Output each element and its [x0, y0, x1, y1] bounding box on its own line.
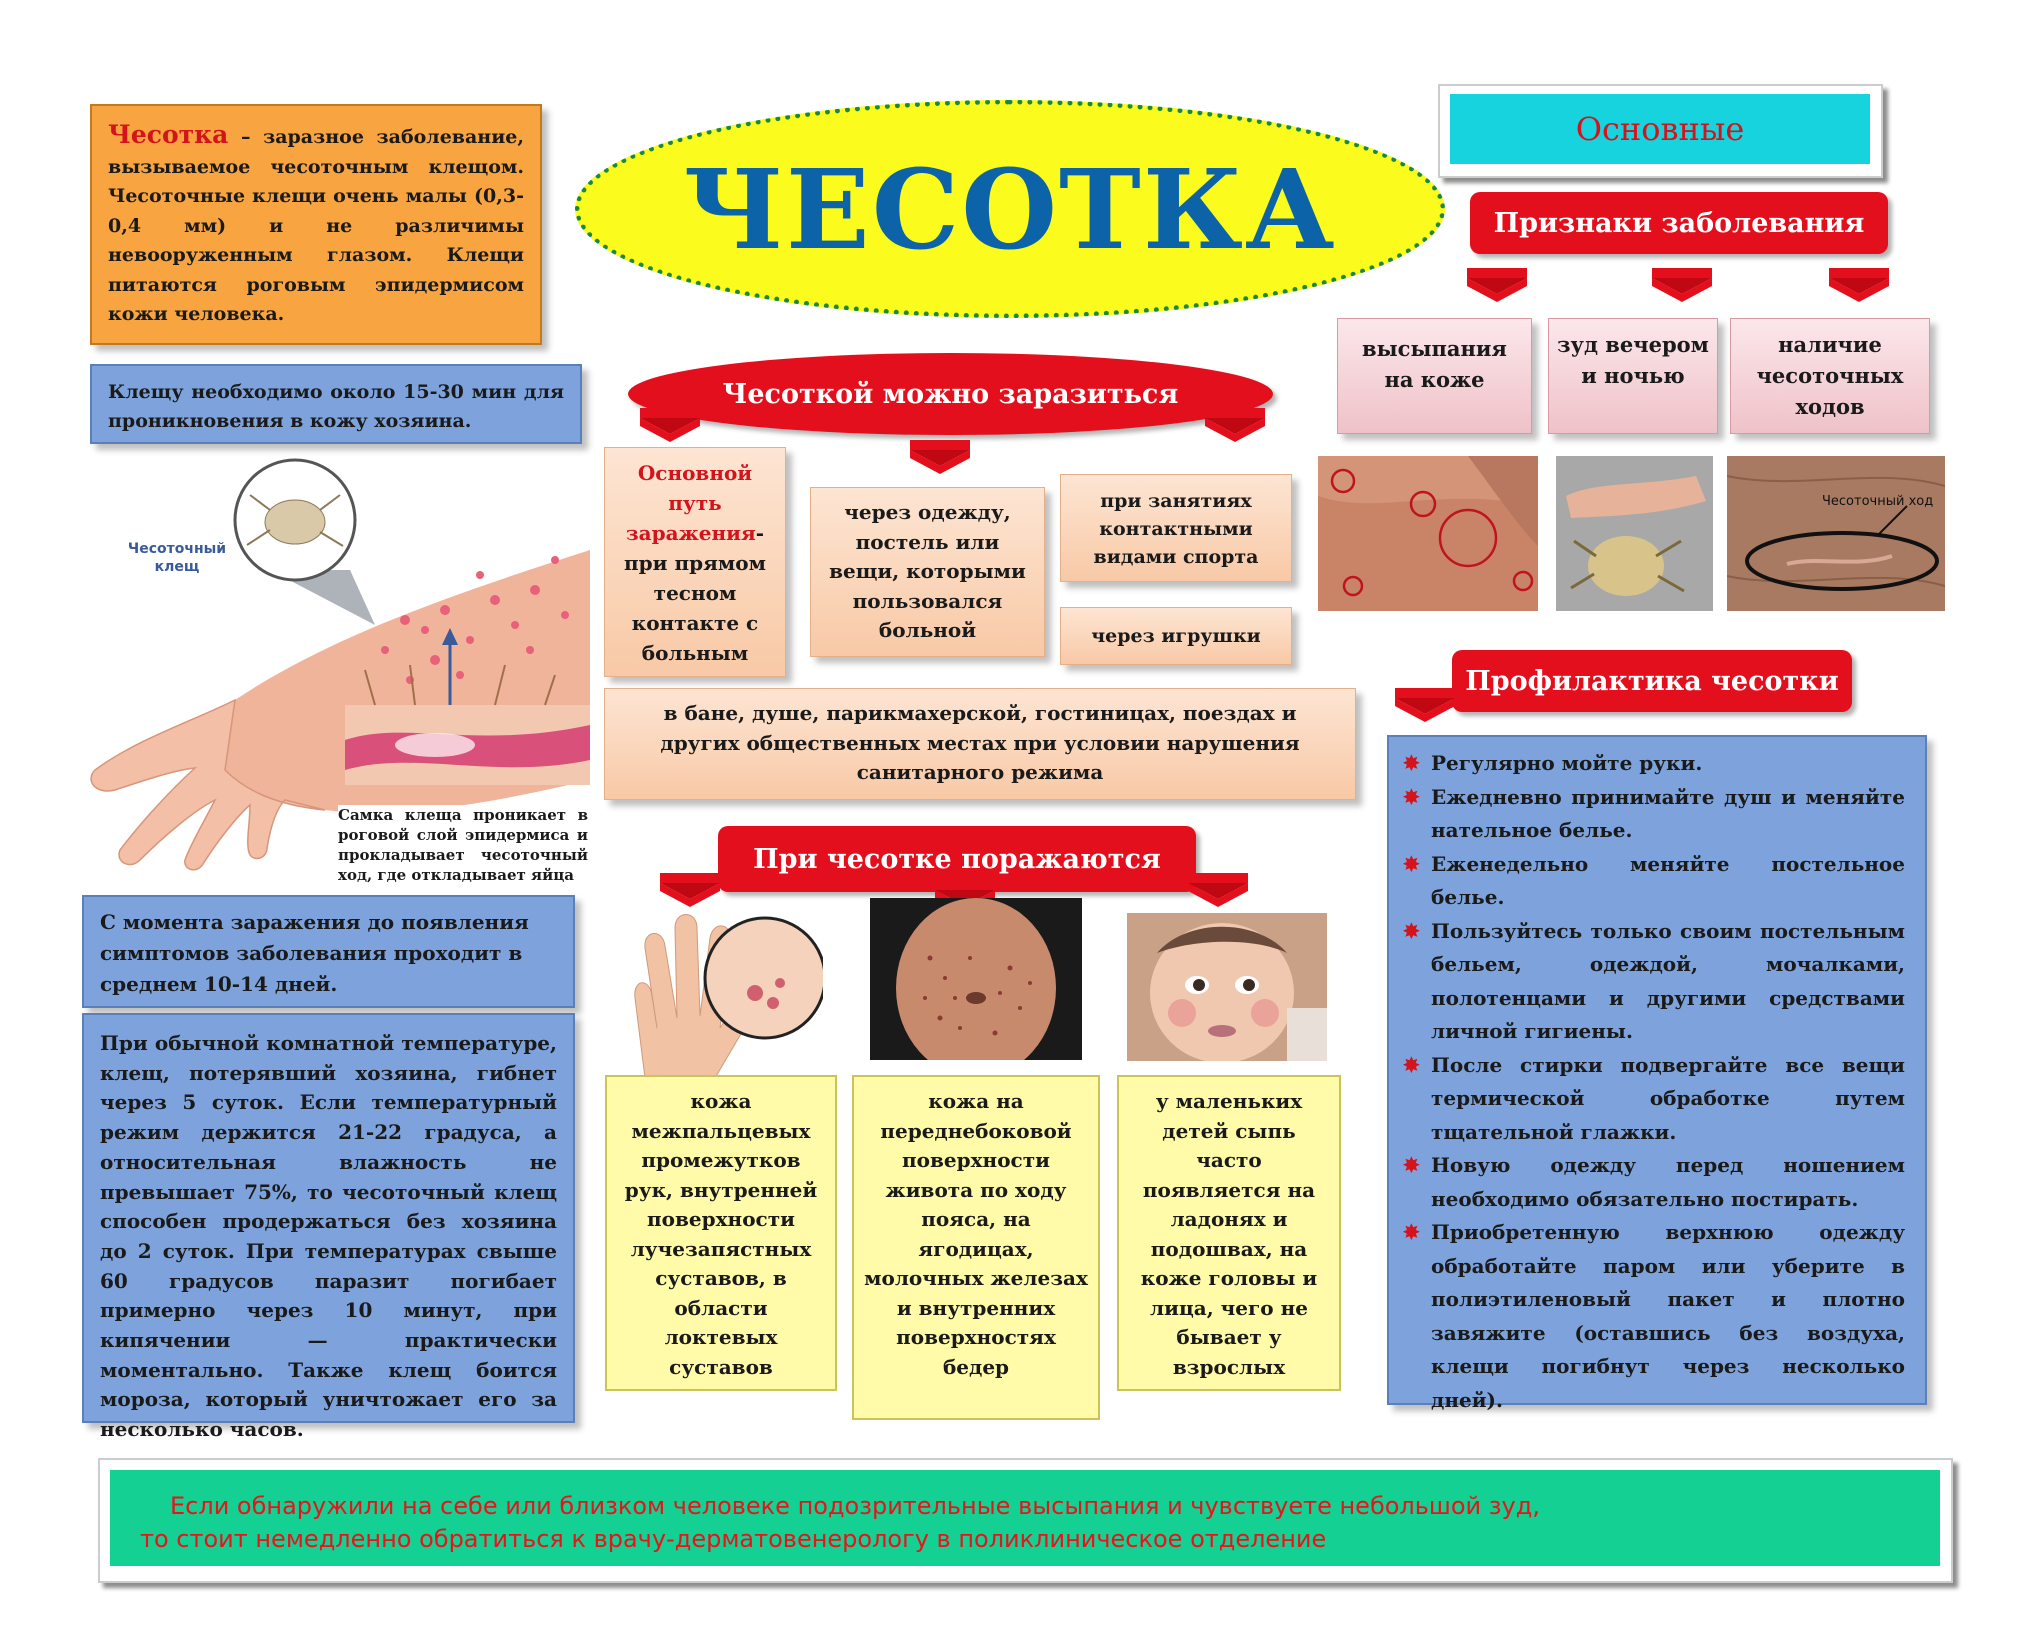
survival-box	[82, 1013, 575, 1442]
intro-text: – заразное заболевание, вызываемое чесоточным клещом. Чесоточные клещи очень малы (0,3-0,4 мм) и не различимы невооруженным глазом. Клещи питаются роговым эпидермисом кожи человека.	[108, 126, 524, 325]
survival-text: При обычной комнатной температуре, клещ, потерявший хозяина, гибнет через 5 суток. Если температурный режим держится 21-22 градуса, а относительная влажность не превышает 75%, то чесоточный клещ способен продержаться без хозяина до 2 суток. При температурах свыше 60 градусов паразит погибает примерно через 10 минут, при кипячении — практически моментально. Также клещ боится мороза, который уничтожает его за несколько часов.	[100, 1031, 557, 1442]
bullet-star-icon: ✸	[1403, 751, 1420, 775]
main-label-text: Основные	[1575, 110, 1745, 148]
intro-term: Чесотка	[108, 120, 229, 149]
chevron-down-icon	[660, 873, 720, 909]
baby-photo	[1127, 913, 1327, 1061]
bullet-star-icon: ✸	[1403, 1220, 1420, 1244]
prevention-item	[1403, 747, 1905, 781]
affected-children-box	[1117, 1075, 1341, 1391]
chevron-down-icon	[1395, 688, 1455, 724]
public-box	[604, 688, 1356, 800]
main-label-frame	[1438, 84, 1883, 178]
main-route-text: при прямом тесном контакте с больным	[624, 551, 766, 665]
chevron-down-icon	[1829, 268, 1889, 304]
prevention-item-text: Ежедневно принимайте душ и меняйте нательное белье.	[1431, 784, 1905, 842]
chevron-down-icon	[1205, 408, 1265, 444]
affected-belly-box	[852, 1075, 1100, 1420]
bullet-star-icon: ✸	[1403, 918, 1420, 943]
affected-hands-text: кожа межпальцевых промежутков рук, внутренней поверхности лучезапястных суставов, в области локтевых суставов	[624, 1089, 818, 1379]
prevention-banner-text: Профилактика чесотки	[1465, 665, 1839, 697]
mite-photo	[1556, 456, 1713, 611]
clothes-box	[810, 487, 1045, 657]
prevention-item-text: Новую одежду перед ношением необходимо обязательно постирать.	[1431, 1153, 1905, 1211]
prevention-item	[1403, 848, 1905, 915]
prevention-item-text: Регулярно мойте руки.	[1431, 751, 1703, 775]
infection-banner-text: Чесоткой можно заразиться	[722, 378, 1179, 410]
bullet-star-icon: ✸	[1403, 1153, 1420, 1177]
prevention-item-text: Еженедельно меняйте постельное белье.	[1431, 851, 1905, 909]
sport-box	[1060, 474, 1292, 582]
rash-hand-photo	[1318, 456, 1538, 611]
prevention-item-text: Пользуйтесь только своим постельным бельем, одеждой, мочалками, полотенцами и другими средствами личной гигиены.	[1431, 918, 1905, 1043]
infection-banner	[628, 353, 1273, 435]
prevention-item-text: После стирки подвергайте все вещи термической обработке путем тщательной глажки.	[1431, 1052, 1905, 1144]
prevention-box	[1387, 735, 1927, 1412]
sign-itch-text: зуд вечером и ночью	[1557, 332, 1709, 388]
prevention-item-text: Приобретенную верхнюю одежду обработайте паром или уберите в полиэтиленовый пакет и плотно завяжите (оставшись без воздуха, клещи погибнут через несколько дней).	[1431, 1220, 1905, 1412]
burrow-photo	[1727, 456, 1945, 611]
hand-caption: Самка клеща проникает в роговой слой эпидермиса и прокладывает чесоточный ход, где откладывает яйца	[338, 806, 588, 884]
toys-text: через игрушки	[1091, 625, 1261, 647]
sign-burrows-box	[1730, 318, 1930, 434]
prevention-item	[1403, 1216, 1905, 1417]
bullet-star-icon: ✸	[1403, 1052, 1420, 1077]
footer-frame	[98, 1458, 1953, 1583]
affected-belly-text: кожа на переднебоковой поверхности живота по ходу пояса, на ягодицах, молочных железах и внутренних поверхностях бедер	[864, 1089, 1088, 1379]
main-label-box	[1450, 94, 1870, 164]
incubation-text: С момента заражения до появления симптомов заболевания проходит в среднем 10-14 дней.	[100, 910, 529, 996]
main-route-title: Основной путь заражения	[625, 461, 756, 545]
chevron-down-icon	[1188, 873, 1248, 909]
prevention-item	[1403, 781, 1905, 848]
tick-time-text: Клещу необходимо около 15-30 мин для проникновения в кожу хозяина.	[108, 381, 564, 432]
belly-rash-photo	[870, 898, 1082, 1060]
sport-text: при занятиях контактными видами спорта	[1093, 490, 1259, 568]
prevention-item	[1403, 1049, 1905, 1150]
footer-line1: Если обнаружили на себе или близком человеке подозрительные высыпания и чувствуете небольшой зуд,	[170, 1492, 1540, 1520]
bullet-star-icon: ✸	[1403, 784, 1420, 809]
affected-children-text: у маленьких детей сыпь часто появляется на ладонях и подошвах, на коже головы и лица, чего не бывает у взрослых	[1140, 1089, 1318, 1379]
prevention-item	[1403, 1149, 1905, 1216]
hand-rash-photo	[605, 908, 823, 1078]
chevron-down-icon	[1652, 268, 1712, 304]
chevron-down-icon	[1467, 268, 1527, 304]
chevron-down-icon	[640, 408, 700, 444]
toys-box	[1060, 607, 1292, 665]
sign-itch-box	[1548, 318, 1718, 434]
incubation-box	[82, 895, 575, 1008]
chevron-down-icon	[910, 440, 970, 476]
mite-label: Чесоточный клещ	[127, 541, 227, 575]
affected-hands-box	[605, 1075, 837, 1391]
sign-burrows-text: наличие чесоточных ходов	[1756, 332, 1904, 419]
bullet-star-icon: ✸	[1403, 851, 1420, 876]
prevention-item	[1403, 915, 1905, 1049]
signs-banner	[1470, 192, 1888, 254]
footer-line2: то стоит немедленно обратиться к врачу-дерматовенерологу в поликлиническое отделение	[140, 1525, 1327, 1553]
intro-box	[90, 104, 542, 345]
page-title: ЧЕСОТКА	[683, 144, 1337, 274]
title-oval	[575, 100, 1445, 318]
signs-banner-text: Признаки заболевания	[1493, 207, 1865, 239]
sign-rash-box	[1337, 318, 1532, 434]
footer-box	[110, 1470, 1940, 1566]
burrow-photo-label: Чесоточный ход	[1822, 494, 1934, 509]
clothes-text: через одежду, постель или вещи, которыми пользовался больной	[829, 500, 1026, 642]
prevention-banner	[1452, 650, 1852, 712]
public-text: в бане, душе, парикмахерской, гостиницах, поездах и других общественных местах при условии нарушения санитарного режима	[660, 701, 1300, 784]
sign-rash-text: высыпания на коже	[1362, 336, 1507, 392]
affected-banner-text: При чесотке поражаются	[753, 843, 1161, 875]
tick-time-box	[90, 364, 582, 444]
main-route-box: Основной путь заражения- при прямом тесном контакте с больным	[604, 447, 786, 677]
